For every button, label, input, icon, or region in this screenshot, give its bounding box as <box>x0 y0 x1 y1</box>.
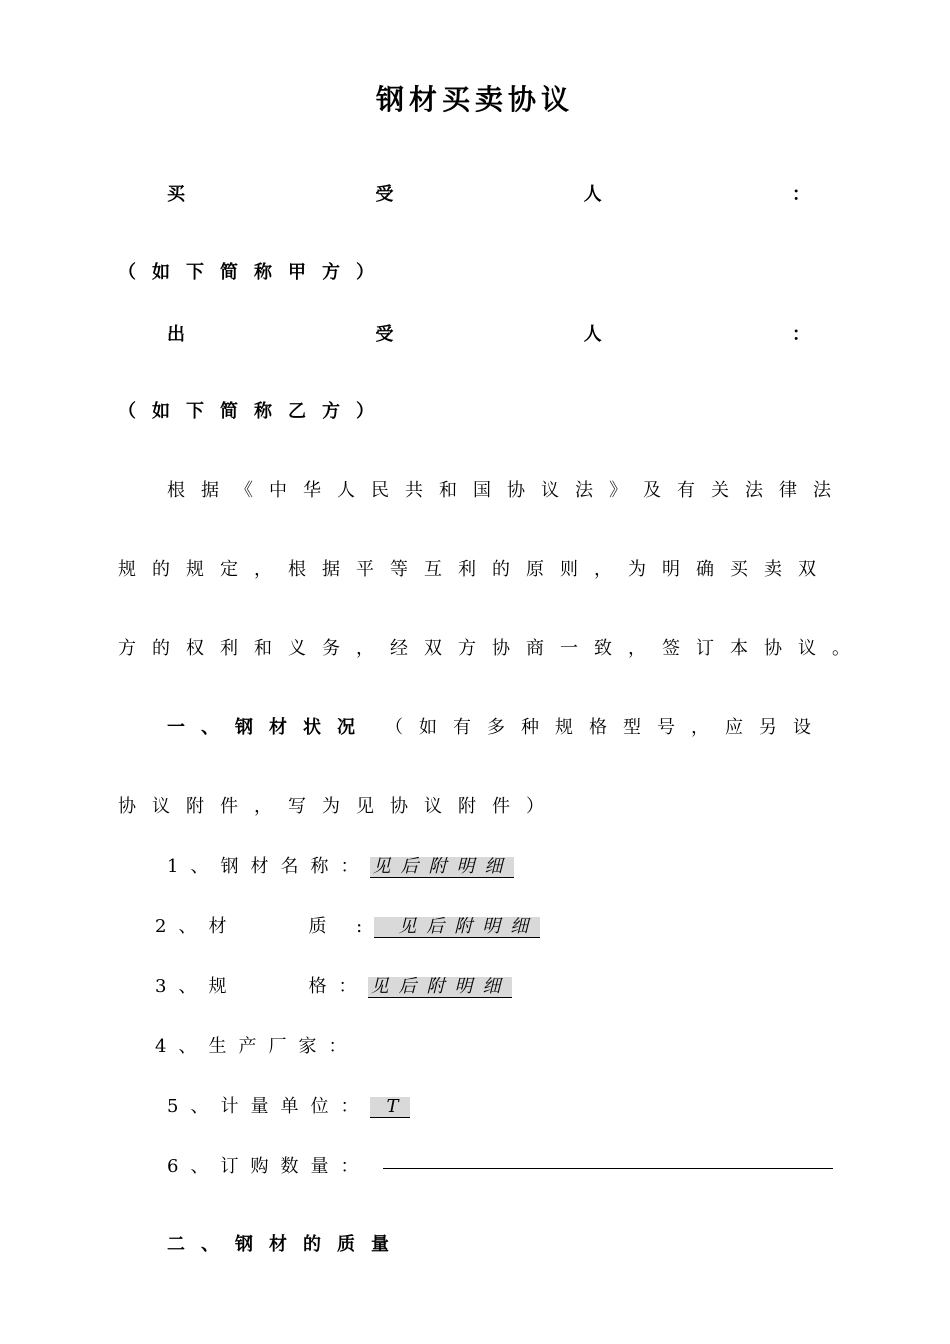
item-steel-name <box>167 852 514 878</box>
seller-char-3: 人 <box>583 324 602 345</box>
item-material <box>155 912 540 938</box>
item-material-label-b: 质 : <box>308 916 375 937</box>
buyer-char-2: 受 <box>375 184 394 205</box>
para1-line1: 根据《中华人民共和国协议法》及有关法律法 <box>167 480 847 501</box>
item-quantity-label: 6、订购数量： <box>167 1156 371 1177</box>
seller-colon: ： <box>791 324 810 345</box>
seller-char-2: 受 <box>375 324 394 345</box>
item-unit <box>167 1092 410 1118</box>
para1-line2: 规的规定，根据平等互利的原则，为明确买卖双 <box>118 559 832 580</box>
item-material-value: 见后附明细 <box>374 917 540 938</box>
buyer-char-3: 人 <box>583 184 602 205</box>
buyer-colon: ： <box>791 184 810 205</box>
quantity-blank-line <box>383 1168 833 1169</box>
item-manufacturer: 4、生产厂家： <box>155 1036 359 1057</box>
section1-note-cont: 协议附件，写为见协议附件） <box>118 796 560 817</box>
seller-note: （如下简称乙方） <box>118 401 390 422</box>
item-material-label-a: 2、材 <box>155 916 239 937</box>
item-spec-value: 见后附明细 <box>370 976 511 997</box>
item-spec-label-a: 3、规 <box>155 976 239 997</box>
item-unit-value: T <box>370 1097 410 1118</box>
item-spec <box>155 972 512 998</box>
item-steel-name-value: 见后附明细 <box>372 856 513 877</box>
seller-char-1: 出 <box>167 324 185 345</box>
item-spec-label-b: 格： <box>308 976 369 997</box>
buyer-char-1: 买 <box>167 184 185 205</box>
buyer-line <box>167 180 810 206</box>
document-title: 钢材买卖协议 <box>375 83 574 116</box>
para1-line3: 方的权利和义务，经双方协商一致，签订本协议。 <box>118 638 866 659</box>
item-unit-label: 5、计量单位： <box>167 1096 371 1117</box>
buyer-note: （如下简称甲方） <box>118 262 390 283</box>
section1-heading: 一、钢材状况 <box>167 717 371 738</box>
item-steel-name-label: 1、钢材名称： <box>167 856 371 877</box>
section1-note: （如有多种规格型号，应另设 <box>385 717 827 738</box>
section1-heading-line <box>167 713 827 739</box>
seller-line <box>167 320 810 346</box>
section2-heading: 二、钢材的质量 <box>167 1234 405 1255</box>
